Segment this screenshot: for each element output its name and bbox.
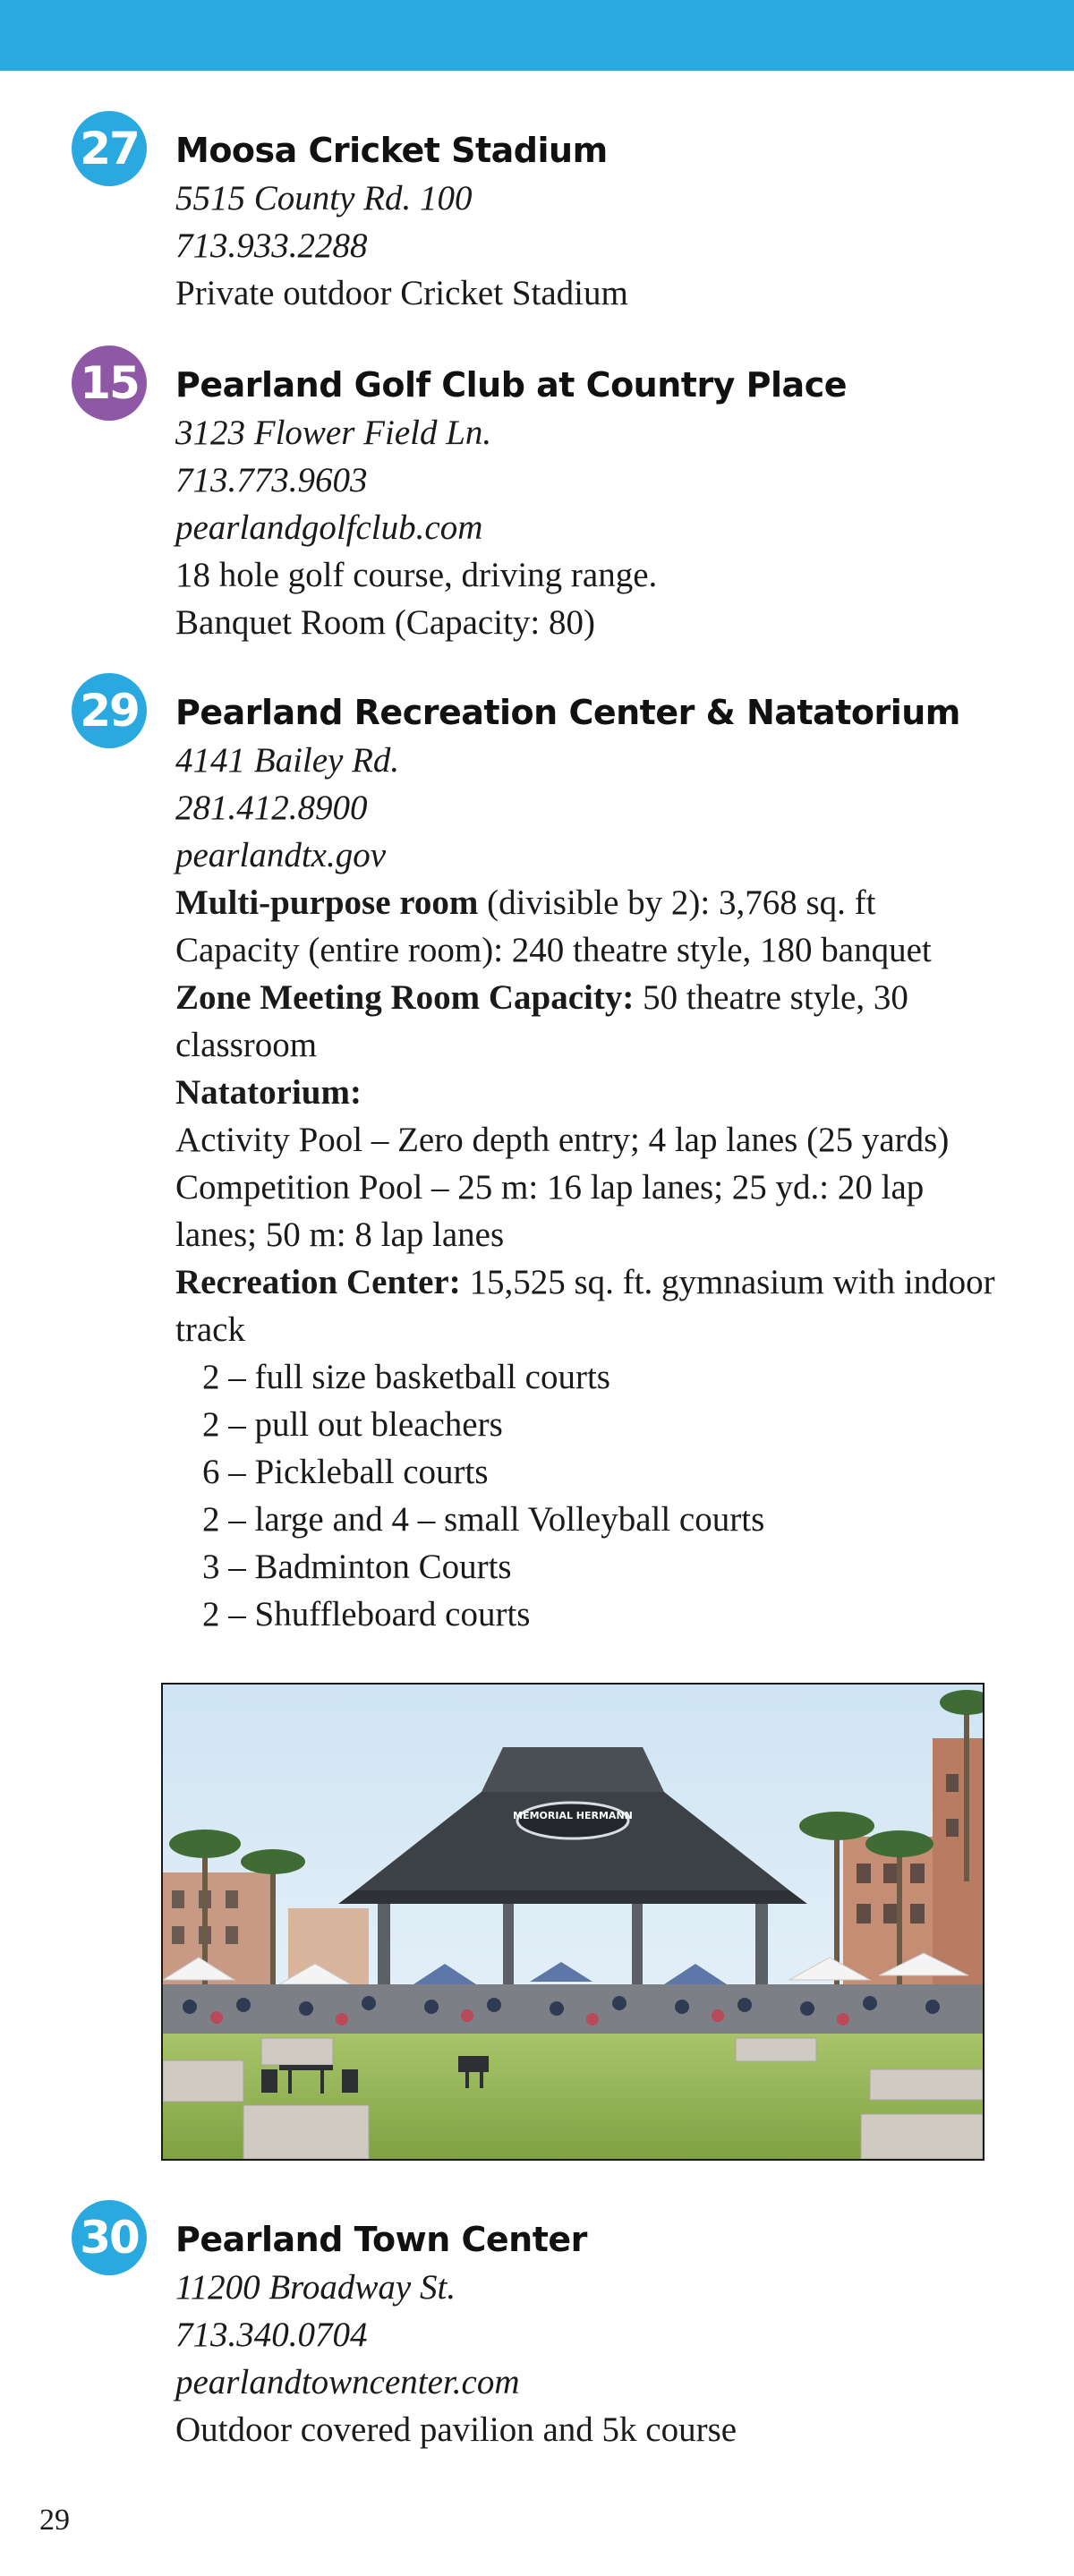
- listing-address: 11200 Broadway St.: [175, 2268, 456, 2307]
- activity-pool-line: Activity Pool – Zero depth entry; 4 lap lanes (25 yards): [175, 1121, 950, 1159]
- listing-description: Outdoor covered pavilion and 5k course: [175, 2410, 737, 2449]
- recreation-center-line: [175, 1258, 1008, 1306]
- listing-phone: 713.773.9603: [175, 461, 368, 499]
- recreation-center-text-cont: track: [175, 1310, 245, 1349]
- recreation-center-label: Recreation Center:: [175, 1263, 461, 1301]
- recreation-center-text: 15,525 sq. ft. gymnasium with indoor: [460, 1263, 995, 1301]
- listing-address: 5515 County Rd. 100: [175, 179, 473, 218]
- listing-phone: 713.933.2288: [175, 226, 368, 265]
- listing-title: Pearland Golf Club at Country Place: [175, 365, 847, 405]
- header-bar: [0, 0, 1074, 71]
- amenity-item: 2 – large and 4 – small Volleyball courts: [202, 1500, 765, 1539]
- listing-description: Private outdoor Cricket Stadium: [175, 274, 628, 312]
- listing-website: pearlandgolfclub.com: [175, 508, 483, 547]
- map-number-badge: 27: [72, 111, 147, 186]
- listing-website: pearlandtowncenter.com: [175, 2363, 520, 2401]
- listing-description: 18 hole golf course, driving range.: [175, 556, 658, 594]
- natatorium-label: Natatorium:: [175, 1073, 362, 1112]
- pavilion-sign-text: MEMORIAL HERMANN: [513, 1810, 633, 1821]
- listing-address: 4141 Bailey Rd.: [175, 741, 400, 780]
- amenity-item: 2 – full size basketball courts: [202, 1358, 610, 1396]
- listing-phone: 713.340.0704: [175, 2316, 368, 2354]
- listing-phone: 281.412.8900: [175, 789, 368, 827]
- zone-meeting-room-label: Zone Meeting Room Capacity:: [175, 978, 635, 1017]
- multipurpose-room-label: Multi-purpose room: [175, 883, 479, 922]
- listing-description: Banquet Room (Capacity: 80): [175, 603, 595, 642]
- listing-title: Pearland Recreation Center & Natatorium: [175, 693, 960, 732]
- map-number-badge: 15: [72, 345, 147, 421]
- zone-meeting-room-line: [175, 974, 1008, 1021]
- amenity-item: 2 – pull out bleachers: [202, 1405, 503, 1444]
- multipurpose-room-line: [175, 879, 1008, 926]
- map-number-badge: 29: [72, 673, 147, 748]
- map-number-badge: 30: [72, 2200, 147, 2275]
- listing-title: Moosa Cricket Stadium: [175, 131, 608, 170]
- capacity-line: Capacity (entire room): 240 theatre style, 180 banquet: [175, 931, 932, 969]
- competition-pool-line-cont: lanes; 50 m: 8 lap lanes: [175, 1215, 505, 1254]
- listing-address: 3123 Flower Field Ln.: [175, 414, 492, 452]
- page-number: 29: [39, 2503, 70, 2537]
- amenity-item: 3 – Badminton Courts: [202, 1548, 512, 1586]
- zone-meeting-room-text-cont: classroom: [175, 1026, 318, 1064]
- listing-title: Pearland Town Center: [175, 2220, 587, 2259]
- competition-pool-line: Competition Pool – 25 m: 16 lap lanes; 25 yd.: 20 lap: [175, 1168, 925, 1207]
- town-center-pavilion-photo: [161, 1683, 984, 2161]
- listing-website: pearlandtx.gov: [175, 836, 387, 874]
- zone-meeting-room-text: 50 theatre style, 30: [634, 978, 908, 1017]
- amenity-item: 6 – Pickleball courts: [202, 1453, 489, 1491]
- multipurpose-room-text: (divisible by 2): 3,768 sq. ft: [478, 883, 876, 922]
- amenity-item: 2 – Shuffleboard courts: [202, 1595, 531, 1633]
